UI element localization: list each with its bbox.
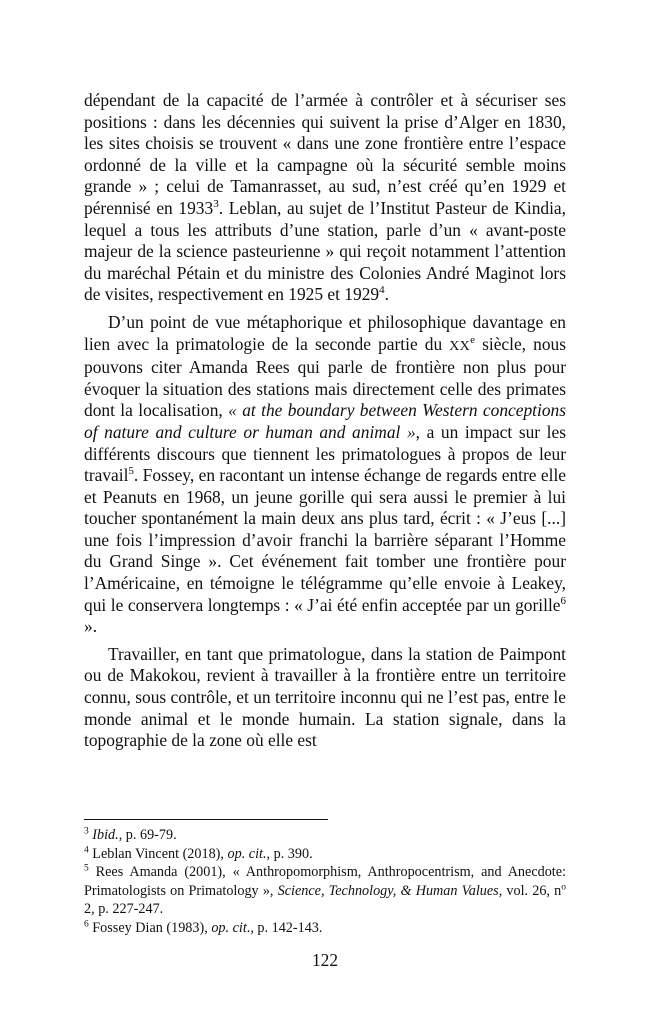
- footnote: [84, 919, 566, 938]
- note-call: 6: [560, 594, 566, 607]
- text-run: , a un impact sur les différents discours que tiennent les primatologues à propos de leur travail: [84, 421, 566, 486]
- text-run: . Fossey, en racontant un intense échange de regards entre elle et Peanuts en 1968, un jeune gorille qui sera aussi le premier à lui toucher spontanément la main deux ans plus tard, écrit : « J’eus [...] une fois l’impression d’avoir franchi la barrière séparant l’Homme du Grand Singe ». Cet événement fait tomber une frontière pour l’Américaine, en témoigne le télégramme qu’elle envoie à Leakey, qui le conservera longtemps : « J’ai été enfin acceptée par un gorille: [84, 465, 566, 615]
- text-run: Rees Amanda (2001), « Anthropomorphism, Anthropocentrism, and Anecdote: Primatologists on Primatology »,: [84, 864, 566, 899]
- text-run: 2, p. 227-247.: [84, 901, 164, 917]
- body-text: [84, 90, 566, 752]
- footnote-separator: [84, 819, 328, 820]
- footnote: [84, 845, 566, 864]
- italic-text: op. cit.: [227, 845, 267, 862]
- text-run: Travailler, en tant que primatologue, dans la station de Paimpont ou de Makokou, revient à travailler à la frontière entre un territoire connu, sous contrôle, et un territoire inconnu qui ne l’est pas, entre le monde animal et le monde humain. La station signale, dans la topographie de la zone où elle est: [84, 643, 566, 751]
- italic-text: Ibid.: [92, 827, 119, 843]
- text-run: .: [384, 284, 389, 305]
- text-run: dépendant de la capacité de l’armée à contrôler et à sécuriser ses positions : dans les décennies qui suivent la prise d’Alger en 1830, les sites choisis se trouvent « dans une zone frontière entre l’espace ordonné de la ville et la campagne où la sécurité semble moins grande » ; celui de Tamanrasset, au sud, n’est créé qu’en 1929 et pérennisé en 1933: [84, 90, 566, 218]
- note-call: 3: [84, 826, 89, 837]
- italic-text: « at the boundary between Western conceptions of nature and culture or human and animal »: [84, 400, 566, 442]
- text-run: , p. 390.: [266, 845, 313, 862]
- text-run: ».: [84, 616, 98, 637]
- note-call: e: [470, 333, 475, 346]
- text-run: . Leblan, au sujet de l’Institut Pasteur de Kindia, lequel a tous les attributs d’une station, parle d’un « avant-poste majeur de la science pasteurienne » qui reçoit notamment l’attention du maréchal Pétain et du ministre des Colonies André Maginot lors de visites, respectivement en 1925 et 1929: [84, 197, 566, 305]
- text-run: , p. 69-79.: [118, 827, 177, 843]
- footnote: [84, 863, 566, 919]
- note-call: o: [561, 881, 566, 892]
- paragraph: [84, 90, 566, 306]
- note-call: 4: [84, 844, 89, 855]
- note-call: 5: [128, 465, 134, 478]
- footnote: [84, 826, 566, 845]
- text-run: siècle, nous pouvons citer Amanda Rees qui parle de frontière non plus pour évoquer la situation des stations mais directement celle des primates dont la localisation,: [84, 333, 566, 421]
- paragraph: [84, 644, 566, 752]
- text-run: XX: [449, 338, 471, 354]
- italic-text: op. cit: [211, 919, 247, 936]
- text-run: D’un point de vue métaphorique et philosophique davantage en lien avec la primatologie de la seconde partie du: [84, 311, 566, 354]
- note-call: 4: [379, 284, 385, 297]
- paragraph: [84, 312, 566, 638]
- text-run: Fossey Dian (1983),: [88, 919, 212, 936]
- italic-text: Science, Technology, & Human Values: [277, 882, 499, 899]
- text-run: Leblan Vincent (2018),: [88, 845, 228, 862]
- note-call: 6: [84, 918, 89, 929]
- page-number: 122: [311, 950, 339, 970]
- footnotes: [84, 826, 566, 937]
- text-run: ., p. 142-143.: [246, 919, 323, 936]
- note-call: 5: [84, 863, 89, 874]
- note-call: 3: [213, 198, 219, 211]
- text-run: , vol. 26, n: [498, 882, 562, 899]
